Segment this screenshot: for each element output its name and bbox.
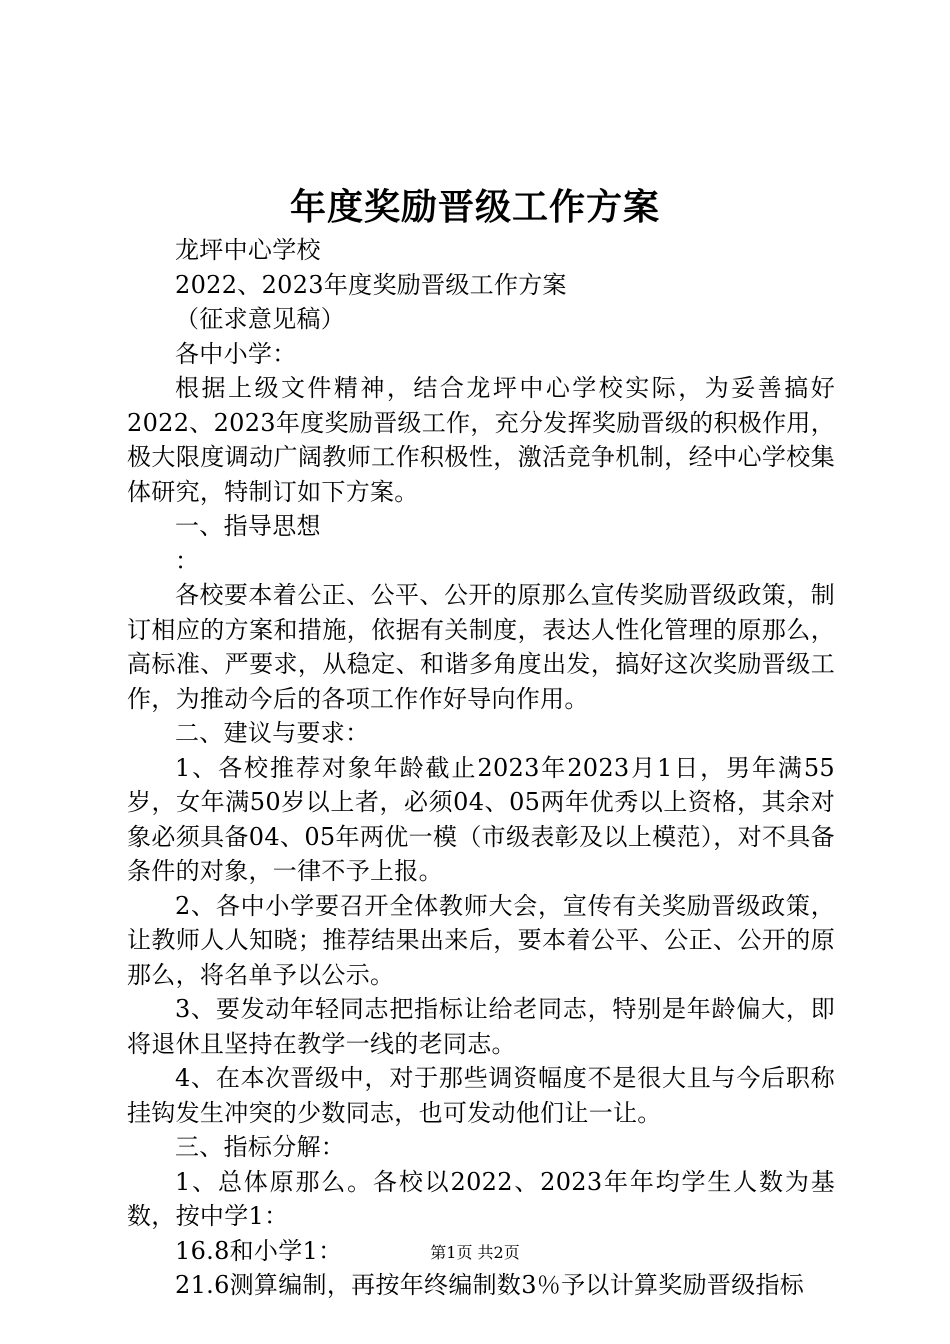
document-title: 年度奖励晋级工作方案 — [289, 186, 660, 228]
paragraph-requirement-3: 3、要发动年轻同志把指标让给老同志，特别是年龄偏大，即将退休且坚持在教学一线的老同志。 — [127, 995, 835, 1058]
heading-suggestions: 二、建议与要求： — [175, 719, 370, 747]
paragraph-draft-note: （征求意见稿） — [175, 305, 346, 333]
paragraph-salutation: 各中小学： — [175, 339, 297, 368]
paragraph-guiding-thought: 各校要本着公正、公平、公开的原那么宣传奖励晋级政策，制订相应的方案和措施，依据有关制度，表达人性化管理的原那么，高标准、严要求，从稳定、和谐多角度出发，搞好这次奖励晋级工作，为推动今后的各项工作作好导向作用。 — [127, 581, 835, 713]
paragraph-quota-3: 21.6测算编制，再按年终编制数3％予以计算奖励晋级指标 — [175, 1271, 805, 1299]
paragraph-requirement-1: 1、各校推荐对象年龄截止2023年2023月1日，男年满55岁，女年满50岁以上者，必须04、05两年优秀以上资格，其余对象必须具备04、05年两优一模（市级表彰及以上模范），对不具备条件的对象，一律不予上报。 — [127, 753, 835, 885]
paragraph-requirement-4: 4、在本次晋级中，对于那些调资幅度不是很大且与今后职称挂钩发生冲突的少数同志，也可发动他们让一让。 — [127, 1064, 835, 1127]
paragraph-colon: ： — [175, 546, 200, 575]
heading-guiding-thought: 一、指导思想 — [175, 512, 321, 540]
page-footer: 第1页 共2页 — [430, 1243, 520, 1262]
paragraph-plan-name: 2022、2023年度奖励晋级工作方案 — [175, 270, 567, 299]
paragraph-requirement-2: 2、各中小学要召开全体教师大会，宣传有关奖励晋级政策，让教师人人知晓；推荐结果出来后，要本着公平、公正、公开的原那么，将名单予以公示。 — [127, 891, 835, 989]
paragraph-quota-1: 1、总体原那么。各校以2022、2023年年均学生人数为基数，按中学1： — [127, 1167, 835, 1230]
paragraph-school-name: 龙坪中心学校 — [175, 236, 321, 264]
heading-quota-breakdown: 三、指标分解： — [175, 1133, 346, 1161]
paragraph-quota-2: 16.8和小学1： — [175, 1236, 343, 1265]
document-body — [127, 233, 835, 1303]
paragraph-intro: 根据上级文件精神，结合龙坪中心学校实际，为妥善搞好2022、2023年度奖励晋级工作，充分发挥奖励晋级的积极作用，极大限度调动广阔教师工作积极性，激活竞争机制，经中心学校集体研究，特制订如下方案。 — [127, 374, 835, 506]
